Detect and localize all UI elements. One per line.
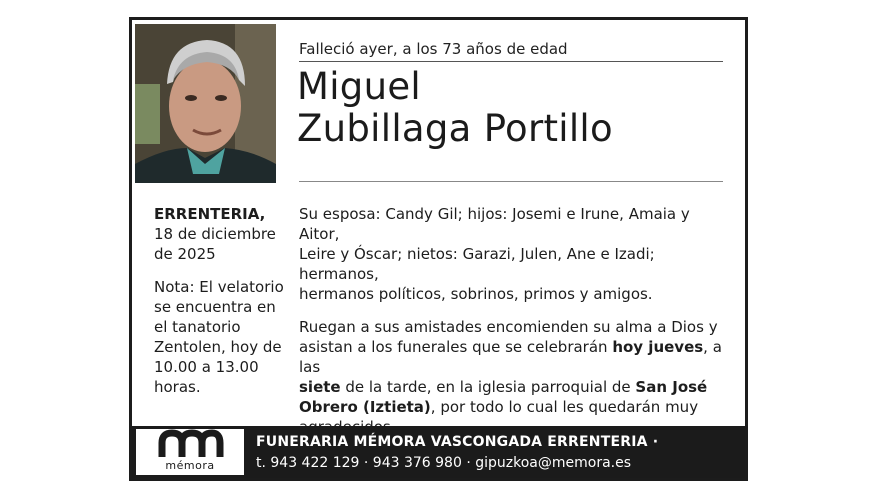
- date-line2: de 2025: [154, 245, 216, 263]
- section-divider: [299, 181, 723, 182]
- family-paragraph: [299, 204, 729, 304]
- logo-wordmark: mémora: [165, 459, 215, 472]
- family-line: Su esposa: Candy Gil; hijos: Josemi e Irune, Amaia y Aitor,: [299, 205, 690, 243]
- funeral-time: siete: [299, 378, 341, 396]
- top-divider: [299, 61, 723, 62]
- name-first: Miguel: [297, 65, 421, 108]
- family-line: hermanos políticos, sobrinos, primos y amigos.: [299, 285, 653, 303]
- church-name: San José: [635, 378, 708, 396]
- memora-m-icon: [136, 429, 244, 459]
- funeral-text: Ruegan a sus amistades encomienden su alma a Dios y: [299, 318, 718, 336]
- town: ERRENTERIA,: [154, 205, 266, 223]
- deceased-name: [297, 66, 613, 150]
- age-notice: Falleció ayer, a los 73 años de edad: [299, 40, 568, 58]
- funeral-home-footer: [132, 426, 745, 478]
- funeral-day: hoy jueves: [612, 338, 704, 356]
- funeral-paragraph: [299, 317, 729, 437]
- family-line: Leire y Óscar; nietos: Garazi, Julen, Ane e Izadi; hermanos,: [299, 245, 655, 283]
- note-line: el tanatorio: [154, 318, 241, 336]
- contact-info: t. 943 422 129 · 943 376 980 · gipuzkoa@memora.es: [256, 455, 632, 471]
- name-surnames: Zubillaga Portillo: [297, 107, 613, 150]
- company-name: FUNERARIA MÉMORA VASCONGADA ERRENTERIA ·: [256, 434, 659, 450]
- funeral-text: asistan a los funerales que se celebrarán: [299, 338, 613, 356]
- place-date-column: [154, 204, 284, 397]
- funeral-text: de la tarde, en la iglesia parroquial de: [340, 378, 636, 396]
- note-line: Zentolen, hoy de: [154, 338, 282, 356]
- church-name-cont: Obrero (Iztieta): [299, 398, 431, 416]
- date-line1: 18 de diciembre: [154, 225, 276, 243]
- wake-note: [154, 277, 284, 397]
- obituary-card: [129, 17, 748, 481]
- funeral-text: , a las: [299, 338, 722, 376]
- note-line: Nota: El velatorio: [154, 278, 284, 296]
- memora-logo: [136, 429, 244, 475]
- note-line: 10.00 a 13.00: [154, 358, 259, 376]
- portrait-photo: [135, 24, 276, 183]
- note-line: horas.: [154, 378, 201, 396]
- note-line: se encuentra en: [154, 298, 276, 316]
- message-column: [299, 204, 729, 450]
- funeral-text: , por todo lo cual les quedarán muy: [430, 398, 699, 416]
